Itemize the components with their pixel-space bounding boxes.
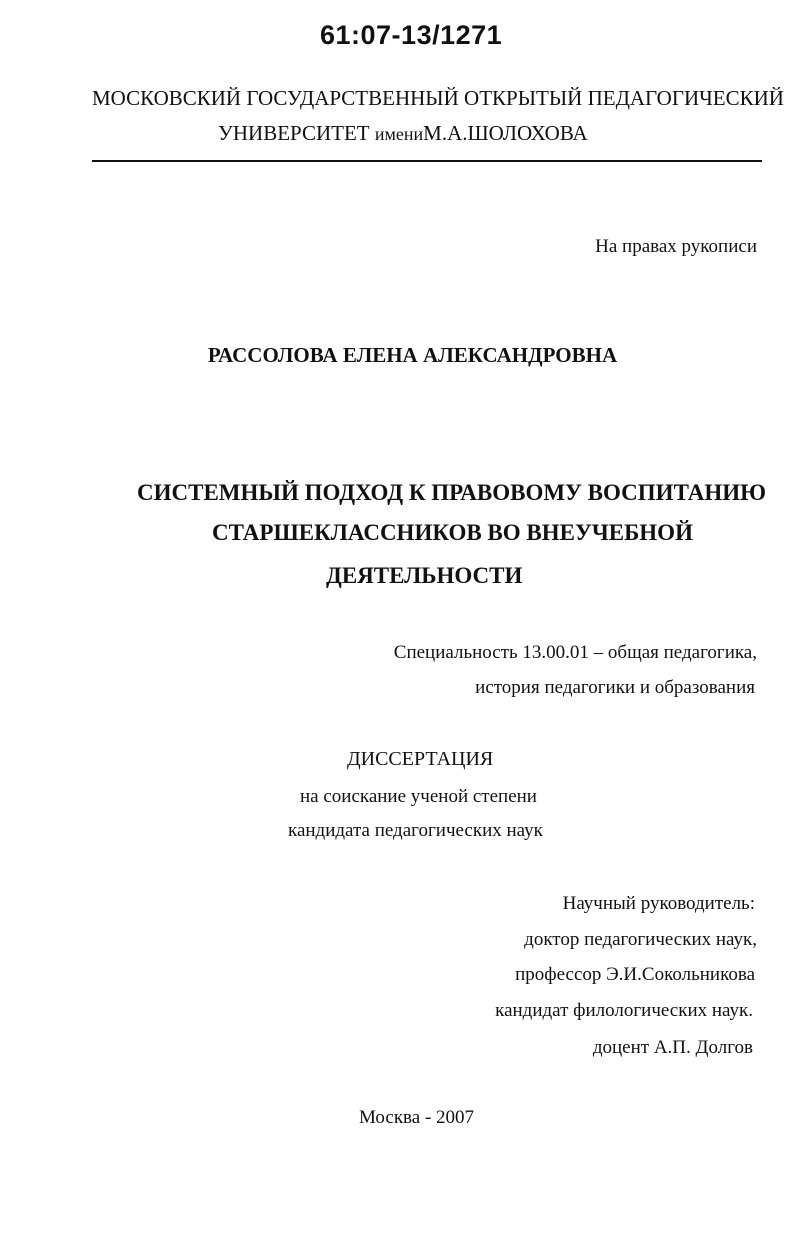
title-line1: СИСТЕМНЫЙ ПОДХОД К ПРАВОВОМУ ВОСПИТАНИЮ: [137, 480, 767, 505]
author-name: РАССОЛОВА ЕЛЕНА АЛЕКСАНДРОВНА: [207, 343, 618, 367]
degree-line2: кандидата педагогических наук: [288, 820, 543, 841]
advisor-heading: Научный руководитель:: [562, 893, 755, 914]
header-divider: [92, 160, 762, 162]
advisor-line4: кандидат филологических наук.: [495, 1000, 753, 1021]
title-line2: СТАРШЕКЛАССНИКОВ ВО ВНЕУЧЕБНОЙ: [212, 520, 693, 545]
university-namesake: М.А.ШОЛОХОВА: [423, 121, 588, 145]
named-after-word: имени: [374, 124, 424, 144]
advisor-line3: профессор Э.И.Сокольникова: [515, 964, 755, 985]
specialty-line2: история педагогики и образования: [475, 677, 755, 698]
city-year: Москва - 2007: [359, 1107, 475, 1128]
advisor-line2: доктор педагогических наук,: [524, 929, 757, 950]
manuscript-rights-note: На правах рукописи: [595, 236, 757, 257]
dissertation-heading: ДИССЕРТАЦИЯ: [347, 748, 494, 770]
advisor-line5: доцент А.П. Долгов: [592, 1037, 753, 1058]
university-name-line1: МОСКОВСКИЙ ГОСУДАРСТВЕННЫЙ ОТКРЫТЫЙ ПЕДАГОГИЧЕСКИЙ: [92, 86, 784, 110]
title-line3: ДЕЯТЕЛЬНОСТИ: [326, 563, 523, 588]
university-word: УНИВЕРСИТЕТ: [218, 121, 370, 145]
university-name-line2: [218, 121, 588, 146]
specialty-line1: Специальность 13.00.01 – общая педагогика,: [393, 642, 757, 663]
degree-line1: на соискание ученой степени: [300, 786, 537, 807]
library-stamp-number: 61:07-13/1271: [320, 20, 503, 50]
